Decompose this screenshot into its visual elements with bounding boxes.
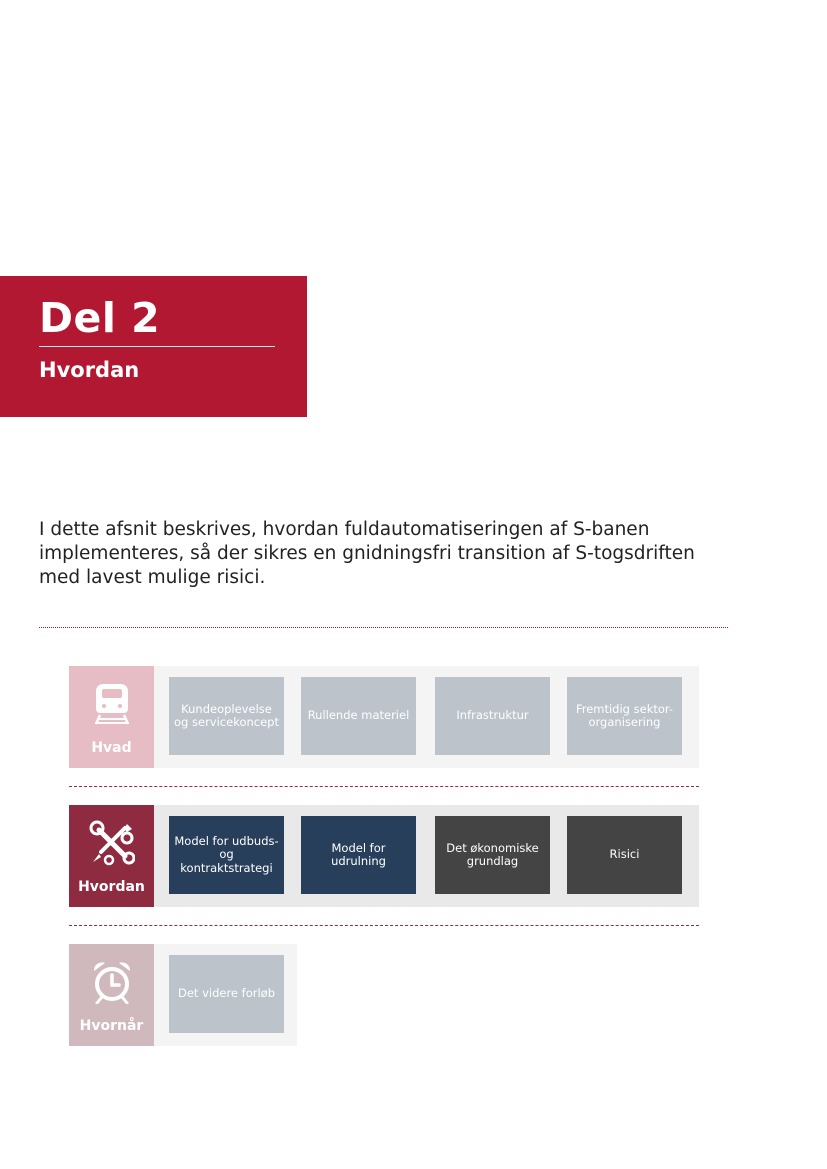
row-side-hvad: [69, 666, 154, 768]
box-udbudsstrategi: Model for udbuds- og kontraktstrategi: [169, 816, 284, 894]
tools-icon: [88, 819, 136, 867]
row-side-hvornaar: [69, 944, 154, 1046]
section-divider: [39, 627, 728, 628]
box-infrastruktur: Infrastruktur: [435, 677, 550, 755]
train-icon: [88, 680, 136, 728]
section-title: Hvordan: [39, 358, 140, 382]
box-rullende-materiel: Rullende materiel: [301, 677, 416, 755]
row-side-hvordan: [69, 805, 154, 907]
row-label-hvordan: Hvordan: [78, 879, 145, 895]
row-label-hvornaar: Hvornår: [79, 1018, 144, 1034]
box-kundeoplevelse: Kundeoplevelse og servicekoncept: [169, 677, 284, 755]
part-number: Del 2: [39, 294, 161, 342]
header-divider: [39, 346, 275, 347]
overview-row-hvornaar: [69, 944, 297, 1046]
row-divider: [69, 925, 699, 926]
box-videre-forloeb: Det videre forløb: [169, 955, 284, 1033]
box-udrulning: Model for udrulning: [301, 816, 416, 894]
overview-row-hvad: [69, 666, 699, 768]
box-risici: Risici: [567, 816, 682, 894]
box-okonomi: Det økonomiske grundlag: [435, 816, 550, 894]
row-divider: [69, 786, 699, 787]
alarm-clock-icon: [88, 958, 136, 1006]
intro-paragraph: I dette afsnit beskrives, hvordan fuldautomatiseringen af S-banen implementeres, så der sikres en gnidningsfri transition af S-togsdriften med lavest mulige risici.: [39, 519, 695, 588]
box-sektororganisering: Fremtidig sektor-organisering: [567, 677, 682, 755]
section-header: [0, 276, 307, 417]
row-label-hvad: Hvad: [91, 740, 132, 756]
overview-row-hvordan: [69, 805, 699, 907]
